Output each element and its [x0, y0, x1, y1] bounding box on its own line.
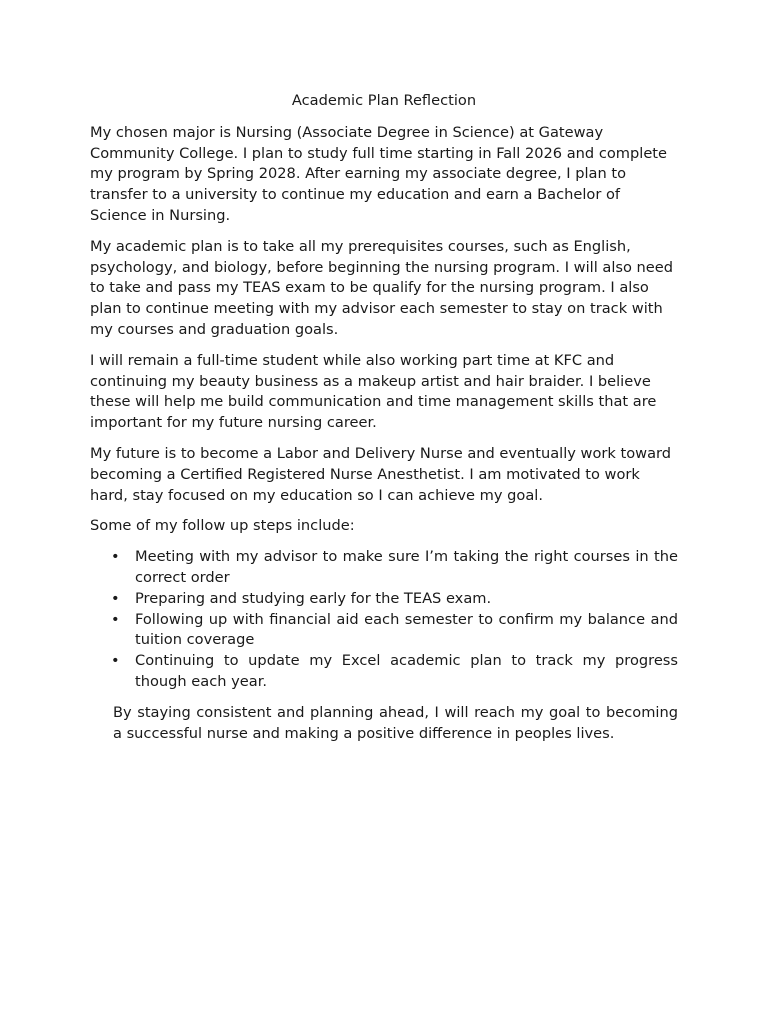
document-title: Academic Plan Reflection — [291, 92, 477, 109]
list-item — [90, 610, 678, 652]
paragraph-work: I will remain a full-time student while also working part time at KFC and continuing my beauty business as a makeup artist and hair braider. I believe these will help me build communication and time management skills that are important for my future nursing career. — [90, 351, 657, 432]
bullet-icon: • — [111, 652, 120, 670]
follow-up-steps-list — [90, 547, 678, 693]
closing-paragraph: By staying consistent and planning ahead, I will reach my goal to becoming a successful nurse and making a positive difference in peoples lives. — [113, 703, 678, 742]
list-item-text: Following up with financial aid each semester to confirm my balance and tuition coverage — [135, 610, 678, 649]
paragraph-future: My future is to become a Labor and Delivery Nurse and eventually work toward becoming a Certified Registered Nurse Anesthetist. I am motivated to work hard, stay focused on my education so I can achieve my goal. — [90, 444, 672, 504]
bullet-icon: • — [111, 548, 120, 566]
list-item — [90, 651, 678, 693]
paragraph-academic-plan: My academic plan is to take all my prerequisites courses, such as English, psychology, and biology, before beginning the nursing program. I will also need to take and pass my TEAS exam to be qualify for the nursing program. I also plan to continue meeting with my advisor each semester to stay on track with my courses and graduation goals. — [90, 237, 674, 338]
list-item-text: Preparing and studying early for the TEAS exam. — [135, 589, 492, 607]
paragraph-steps-intro: Some of my follow up steps include: — [90, 517, 355, 535]
list-item — [90, 589, 678, 610]
bullet-icon: • — [111, 610, 120, 628]
bullet-icon: • — [111, 589, 120, 607]
list-item-text: Meeting with my advisor to make sure I’m taking the right courses in the correct order — [135, 548, 678, 586]
list-item — [90, 547, 678, 589]
list-item-text: Continuing to update my Excel academic plan to track my progress though each year. — [135, 652, 678, 690]
document-body — [90, 91, 678, 754]
paragraph-major: My chosen major is Nursing (Associate Degree in Science) at Gateway Community College. I plan to study full time starting in Fall 2026 and complete my program by Spring 2028. After earning my associate degree, I plan to transfer to a university to continue my education and earn a Bachelor of Science in Nursing. — [90, 123, 667, 224]
